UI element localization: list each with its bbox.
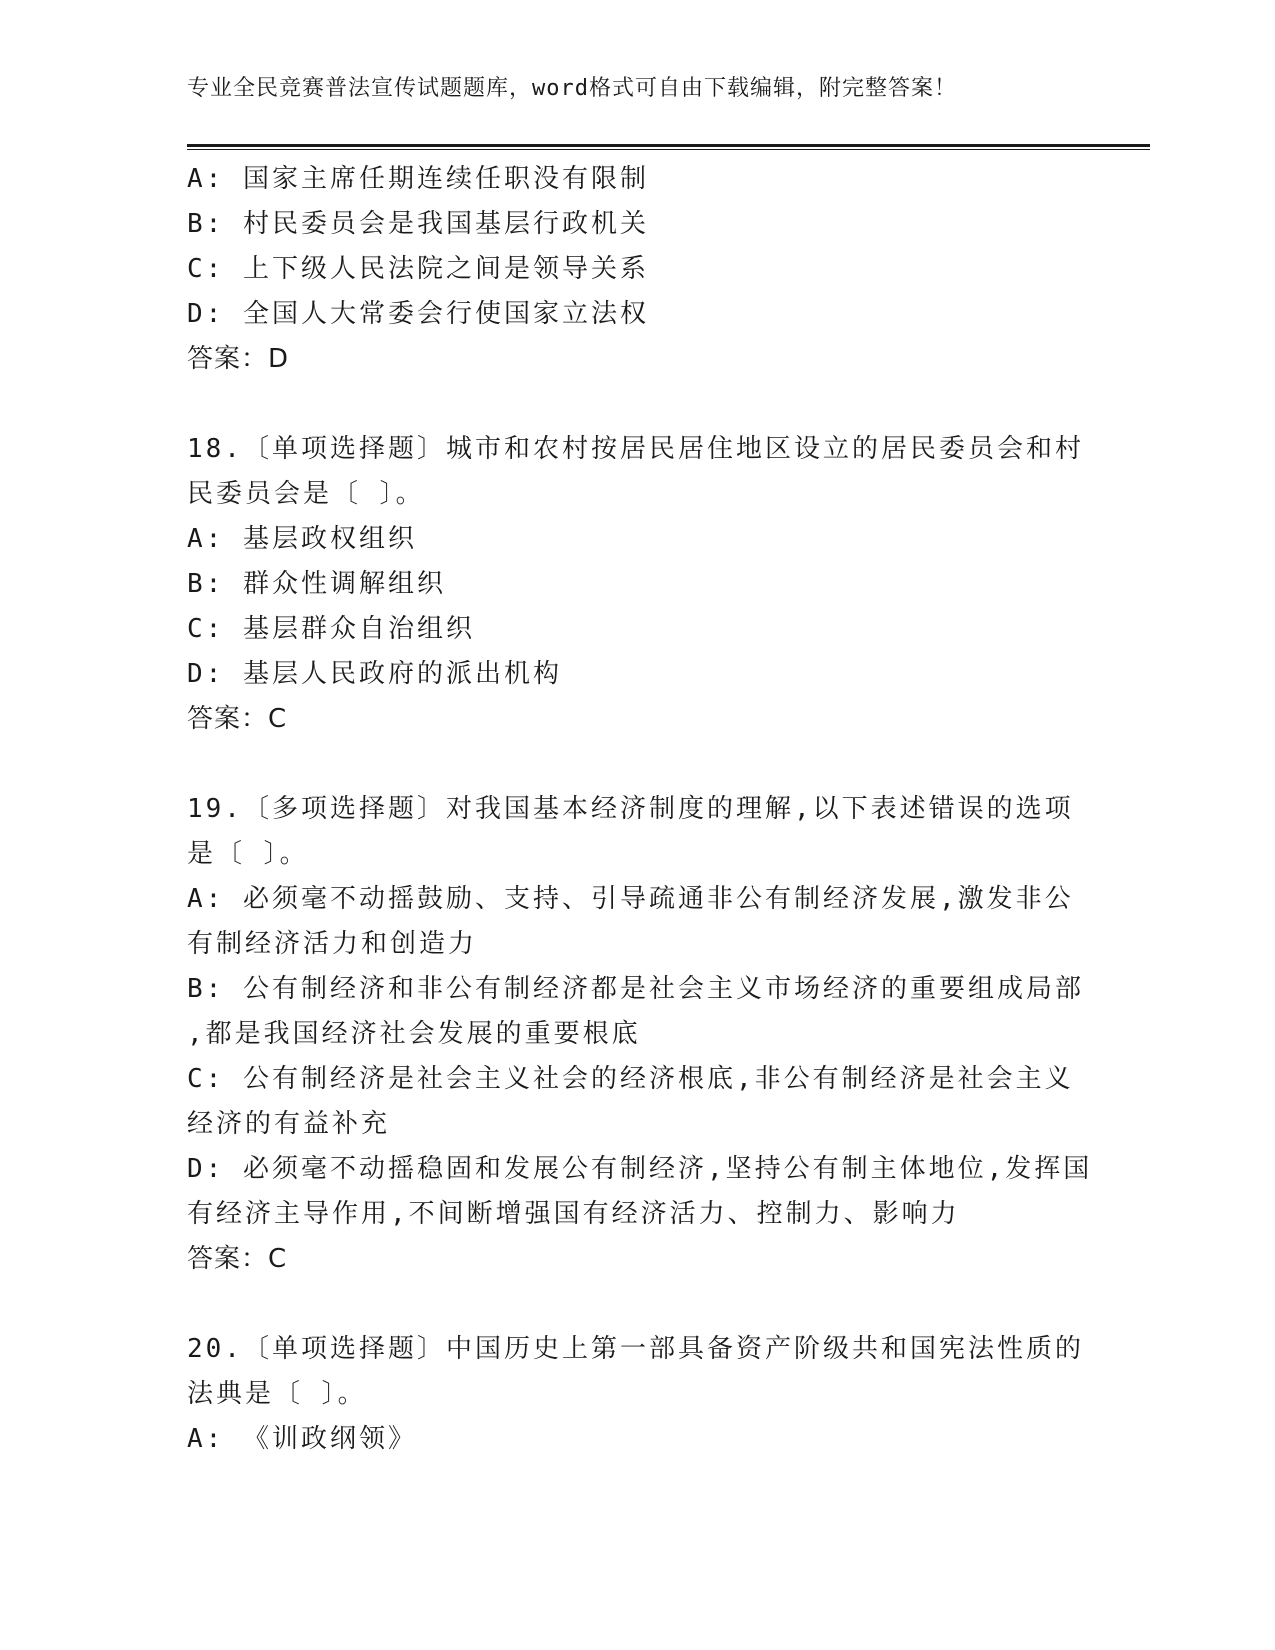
option-b: B: 群众性调解组织 — [187, 569, 446, 599]
page-header: 专业全民竞赛普法宣传试题题库，word格式可自由下载编辑，附完整答案！ — [187, 76, 957, 101]
option-c-continued: 经济的有益补充 — [187, 1109, 391, 1139]
option-c: C: 公有制经济是社会主义社会的经济根底,非公有制经济是社会主义 — [187, 1064, 1074, 1094]
option-a: A: 必须毫不动摇鼓励、支持、引导疏通非公有制经济发展,激发非公 — [187, 884, 1074, 914]
option-a-continued: 有制经济活力和创造力 — [187, 929, 478, 959]
option-d: D: 全国人大常委会行使国家立法权 — [187, 299, 649, 329]
question-stem-line: 民委员会是〔 〕。 — [187, 479, 425, 509]
question-19 — [187, 787, 1093, 1282]
option-b: B: 村民委员会是我国基层行政机关 — [187, 209, 649, 239]
question-stem-line: 18.〔单项选择题〕城市和农村按居民居住地区设立的居民委员会和村 — [187, 434, 1084, 464]
question-17-options — [187, 157, 1087, 382]
answer: 答案：D — [187, 344, 290, 374]
option-d: D: 必须毫不动摇稳固和发展公有制经济,坚持公有制主体地位,发挥国 — [187, 1154, 1093, 1184]
option-a: A: 《训政纲领》 — [187, 1424, 417, 1454]
option-d: D: 基层人民政府的派出机构 — [187, 659, 562, 689]
option-a: A: 国家主席任期连续任职没有限制 — [187, 164, 649, 194]
question-18 — [187, 427, 1087, 742]
spacer — [187, 1282, 1087, 1327]
spacer — [187, 742, 1087, 787]
question-stem-line: 20.〔单项选择题〕中国历史上第一部具备资产阶级共和国宪法性质的 — [187, 1334, 1084, 1364]
question-20 — [187, 1327, 1087, 1462]
option-c: C: 基层群众自治组织 — [187, 614, 475, 644]
question-stem-line: 19.〔多项选择题〕对我国基本经济制度的理解,以下表述错误的选项 — [187, 794, 1074, 824]
question-content — [187, 157, 1093, 1462]
option-b-continued: ,都是我国经济社会发展的重要根底 — [187, 1019, 641, 1049]
header-rule-thick — [187, 144, 1150, 147]
question-stem-line: 是〔 〕。 — [187, 839, 309, 869]
option-b: B: 公有制经济和非公有制经济都是社会主义市场经济的重要组成局部 — [187, 974, 1084, 1004]
header-rule-thin — [187, 149, 1150, 150]
answer: 答案：C — [187, 704, 288, 734]
answer: 答案：C — [187, 1244, 288, 1274]
option-d-continued: 有经济主导作用,不间断增强国有经济活力、控制力、影响力 — [187, 1199, 960, 1229]
spacer — [187, 382, 1087, 427]
option-c: C: 上下级人民法院之间是领导关系 — [187, 254, 649, 284]
question-stem-line: 法典是〔 〕。 — [187, 1379, 367, 1409]
option-a: A: 基层政权组织 — [187, 524, 417, 554]
